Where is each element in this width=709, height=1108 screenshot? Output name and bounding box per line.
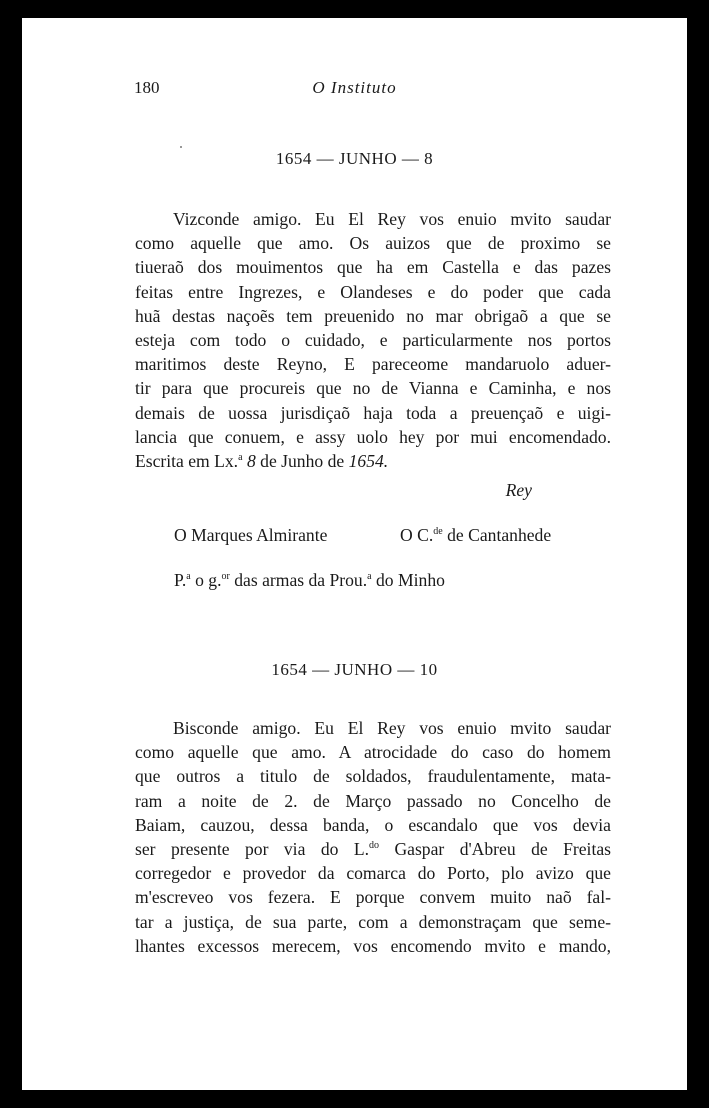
signatory-right-rest: de Cantanhede	[447, 525, 552, 545]
letter-line: maritimos deste Reyno, E pareceome mandaruolo aduer-	[135, 354, 611, 375]
letter-line: esteja com todo o cuidado, e particularmente nos portos	[135, 330, 611, 351]
page-number: 180	[134, 78, 160, 97]
letter-body	[135, 716, 611, 958]
letter-line: Bisconde amigo. Eu El Rey vos enuio mvito saudar	[173, 718, 611, 738]
document-page	[22, 18, 687, 1090]
letter-line: que outros a titulo de soldados, fraudulentamente, mata-	[135, 766, 611, 787]
closing-middle: de Junho de	[260, 451, 345, 472]
addressee-part: P.	[174, 570, 187, 590]
closing-day: 8	[246, 451, 256, 472]
signatory-right-sup: de	[433, 526, 443, 538]
addressee-sup: or	[221, 571, 230, 583]
addressee-part: do Minho	[376, 570, 445, 590]
letter-line: corregedor e provedor da comarca do Porto, plo avizo que	[135, 863, 611, 884]
abbr-sup: do	[369, 840, 379, 852]
addressee-line	[174, 570, 445, 591]
letter-line: huã destas naçoẽs tem preuenido no mar obrigaõ a que se	[135, 305, 611, 326]
letter-line: ram a noite de 2. de Março passado no Concelho de	[135, 790, 611, 811]
letter-body	[135, 207, 611, 473]
letter-line: tiueraõ dos mouimentos que ha em Castella e das pazes	[135, 257, 611, 278]
closing-abbr-sup: a	[238, 452, 243, 464]
line-part: Gaspar d'Abreu de Freitas	[394, 839, 611, 860]
signatory-right-base: O C.	[400, 525, 434, 545]
signature: Rey	[505, 480, 532, 500]
entry-date-heading: 1654 — JUNHO — 10	[271, 660, 438, 679]
closing-prefix: Escrita em Lx.	[135, 451, 239, 472]
letter-line: lancia que conuem, e assy uolo hey por mui encomendado.	[135, 426, 611, 447]
letter-line: demais de uossa jurisdiçaõ haja toda a preuençaõ e uigi-	[135, 402, 611, 423]
letter-line: m'escreveo vos fezera. E porque convem muito naõ fal-	[135, 887, 611, 908]
stray-mark	[180, 146, 182, 148]
letter-line: Vizconde amigo. Eu El Rey vos enuio mvito saudar	[173, 209, 611, 229]
running-title: O Instituto	[312, 78, 397, 97]
letter-line: como aquelle que amo. A atrocidade do caso do homem	[135, 742, 611, 763]
signatory-left: O Marques Almirante	[174, 525, 328, 545]
letter-line: Baiam, cauzou, dessa banda, o escandalo que vos devia	[135, 814, 611, 835]
letter-line: feitas entre Ingrezes, e Olandeses e do poder que cada	[135, 281, 611, 302]
letter-line: como aquelle que amo. Os auizos que de proximo se	[135, 233, 611, 254]
letter-line: tar a justiça, de sua parte, com a demonstraçam que seme-	[135, 911, 611, 932]
line-part: ser presente por via do L.	[135, 839, 369, 860]
addressee-sup: a	[186, 571, 191, 583]
closing-year: 1654.	[348, 451, 389, 472]
signatory-right	[400, 525, 551, 546]
addressee-part: o g.	[195, 570, 222, 590]
letter-closing-line	[135, 449, 611, 473]
entry-date-heading: 1654 — JUNHO — 8	[275, 149, 434, 168]
addressee-sup: a	[367, 571, 372, 583]
letter-line: tir para que procureis que no de Vianna e Caminha, e nos	[135, 378, 611, 399]
letter-line	[135, 837, 611, 861]
letter-line: lhantes excessos merecem, vos encomendo mvito e mando,	[135, 935, 611, 956]
addressee-part: das armas da Prou.	[234, 570, 368, 590]
running-head	[134, 78, 575, 102]
